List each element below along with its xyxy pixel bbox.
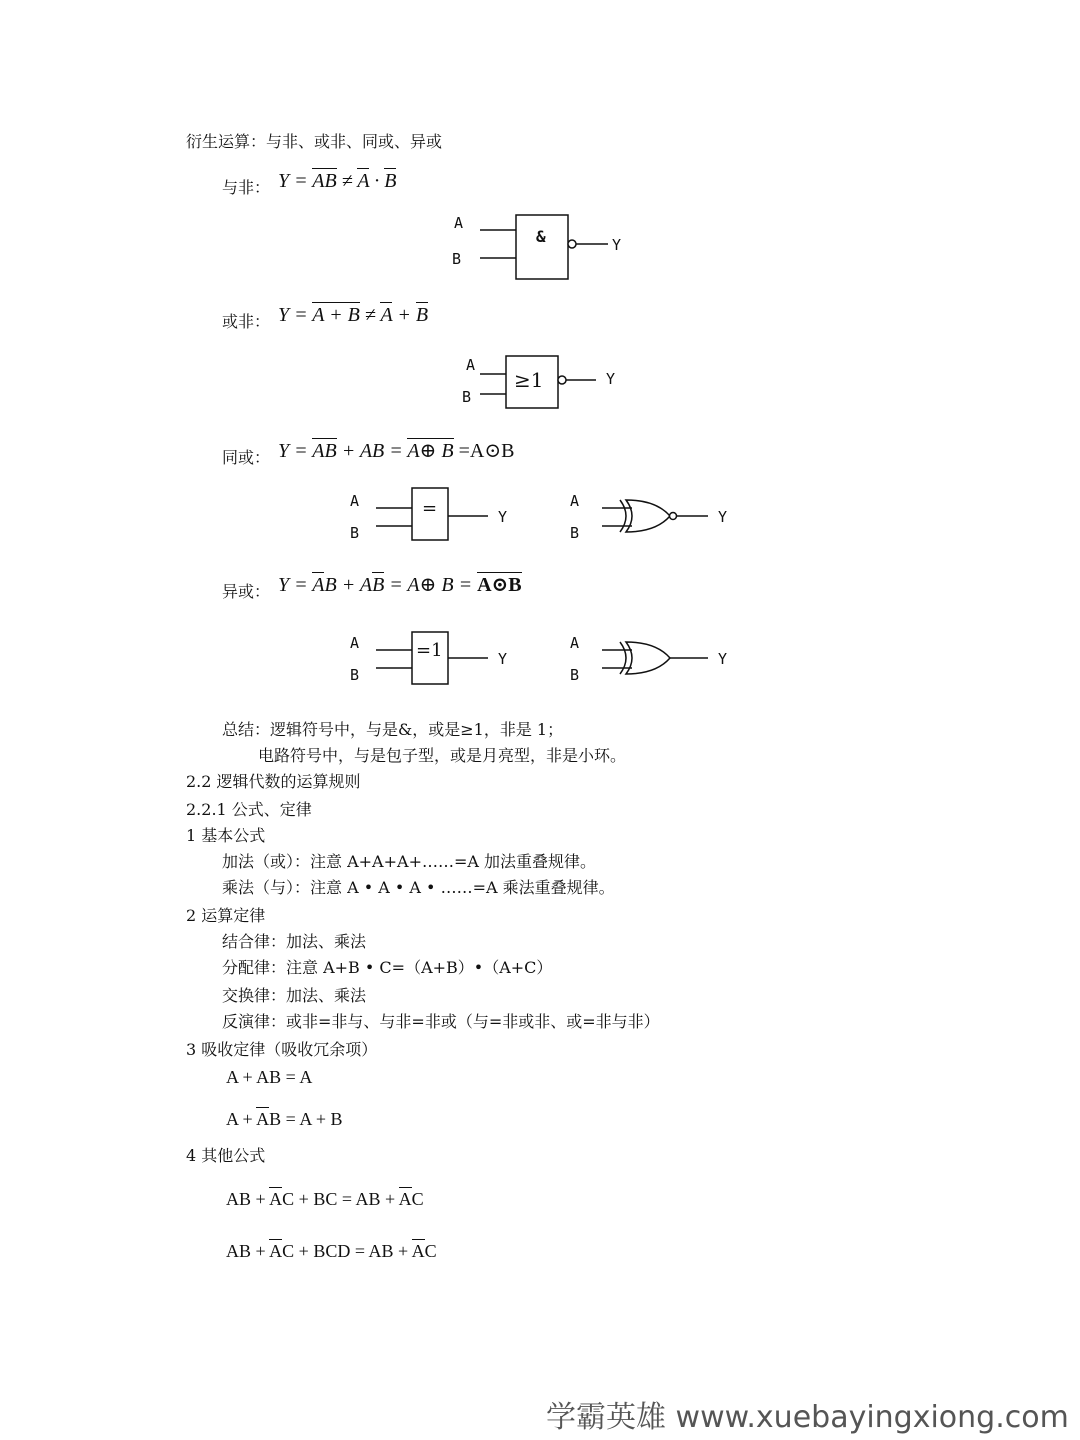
law-assoc: 结合律：加法、乘法	[222, 932, 367, 951]
absorb-formula-1: A + AB = A	[226, 1067, 313, 1087]
xnor-label: 同或：	[222, 448, 271, 467]
nor-formula: Y = A + B ≠ A + B	[278, 304, 429, 326]
basic-title: 1 基本公式	[186, 826, 266, 845]
nor-input-b: B	[462, 388, 472, 406]
law-demorgan: 反演律：或非=非与、与非=非或（与=非或非、或=非与非）	[222, 1012, 660, 1031]
nand-input-b: B	[452, 250, 462, 268]
subsection-title: 2.2.1 公式、定律	[186, 800, 312, 819]
nor-input-a: A	[466, 356, 476, 374]
xor1-input-b: B	[350, 666, 360, 684]
other-formula-2: AB + AC + BCD = AB + AC	[226, 1241, 437, 1261]
other-title: 4 其他公式	[186, 1146, 266, 1165]
nor-label: 或非：	[222, 312, 271, 331]
xor2-output-y: Y	[718, 650, 728, 668]
nor-gate-symbol: ≥1	[514, 368, 544, 392]
xor1-gate-symbol: =1	[416, 640, 443, 661]
xor-formula: Y = AB + AB = A⊕ B = A⊙B	[278, 574, 522, 596]
nand-label: 与非：	[222, 178, 271, 197]
other-formula-1: AB + AC + BC = AB + AC	[226, 1189, 424, 1209]
xnor2-input-b: B	[570, 524, 580, 542]
nand-output-y: Y	[612, 236, 622, 254]
summary-line-1: 总结：逻辑符号中，与是&，或是≥1，非是 1；	[222, 720, 564, 739]
nand-input-a: A	[454, 214, 464, 232]
nand-gate-symbol: &	[536, 227, 546, 246]
laws-title: 2 运算定律	[186, 906, 266, 925]
law-dist: 分配律：注意 A+B • C=（A+B）•（A+C）	[222, 958, 553, 977]
nand-formula: Y = AB ≠ A · B	[278, 170, 397, 192]
absorb-formula-2: A + AB = A + B	[226, 1109, 343, 1129]
law-comm: 交换律：加法、乘法	[222, 986, 367, 1005]
xor2-input-a: A	[570, 634, 580, 652]
basic-mul: 乘法（与）：注意 A • A • A • ……=A 乘法重叠规律。	[222, 878, 615, 897]
xnor-formula: Y = AB + AB = A⊕ B =A⊙B	[278, 440, 515, 462]
xor1-output-y: Y	[498, 650, 508, 668]
watermark-text: 学霸英雄 www.xuebayingxiong.com	[546, 1400, 1069, 1435]
basic-add: 加法（或）：注意 A+A+A+……=A 加法重叠规律。	[222, 852, 597, 871]
xnor1-output-y: Y	[498, 508, 508, 526]
nor-output-y: Y	[606, 370, 616, 388]
xnor1-input-a: A	[350, 492, 360, 510]
xnor1-input-b: B	[350, 524, 360, 542]
xnor2-input-a: A	[570, 492, 580, 510]
xor1-input-a: A	[350, 634, 360, 652]
xnor1-gate-symbol: =	[422, 498, 438, 519]
absorb-title: 3 吸收定律（吸收冗余项）	[186, 1040, 378, 1059]
intro-heading: 衍生运算：与非、或非、同或、异或	[186, 132, 443, 151]
xor2-input-b: B	[570, 666, 580, 684]
summary-line-2: 电路符号中，与是包子型，或是月亮型，非是小环。	[258, 746, 627, 765]
section-title: 2.2 逻辑代数的运算规则	[186, 772, 361, 791]
xnor2-output-y: Y	[718, 508, 728, 526]
xor-label: 异或：	[222, 582, 271, 601]
